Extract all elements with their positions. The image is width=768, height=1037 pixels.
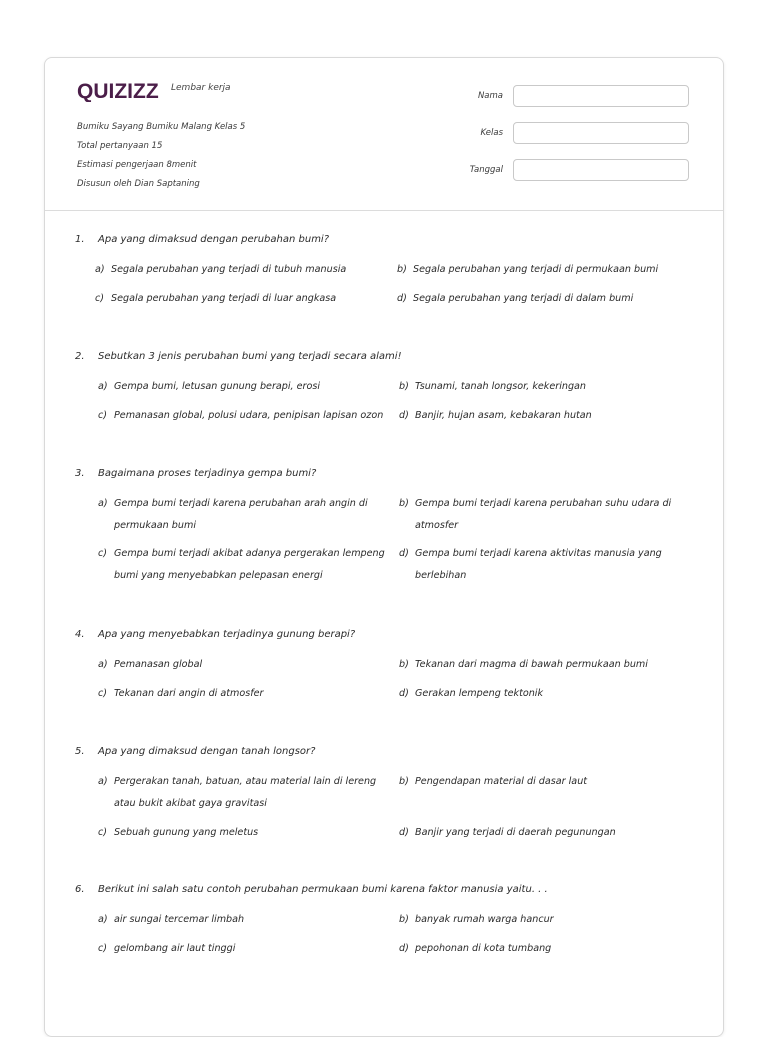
worksheet-label: Lembar kerja <box>171 83 231 93</box>
question-1 <box>75 234 695 319</box>
question-text: Apa yang menyebabkan terjadinya gunung berapi? <box>98 629 356 640</box>
option-a[interactable]: a) air sungai tercemar limbah <box>98 914 245 925</box>
option-d[interactable]: d) pepohonan di kota tumbang <box>399 943 552 954</box>
question-4 <box>75 629 695 714</box>
question-text: Bagaimana proses terjadinya gempa bumi? <box>98 468 317 479</box>
question-number: 3. <box>75 468 85 479</box>
date-label: Tanggal <box>469 165 503 175</box>
option-a[interactable]: a) Gempa bumi, letusan gunung berapi, erosi <box>98 381 320 392</box>
name-label: Nama <box>477 91 503 101</box>
worksheet-meta <box>77 118 245 194</box>
option-a[interactable]: a) Pemanasan global <box>98 659 203 670</box>
question-number: 6. <box>75 884 85 895</box>
option-b[interactable]: b) Pengendapan material di dasar laut <box>399 776 588 787</box>
question-3 <box>75 468 695 603</box>
question-number: 1. <box>75 234 85 245</box>
logo-text: QUIZIZZ <box>77 80 159 102</box>
quizizz-logo <box>77 80 165 102</box>
option-d[interactable]: d) Banjir, hujan asam, kebakaran hutan <box>399 410 592 421</box>
question-number: 4. <box>75 629 85 640</box>
name-field <box>443 85 689 107</box>
question-text: Berikut ini salah satu contoh perubahan permukaan bumi karena faktor manusia yaitu. . . <box>98 884 548 895</box>
option-d[interactable]: d) Banjir yang terjadi di daerah pegunungan <box>399 827 616 838</box>
option-c[interactable]: c) Gempa bumi terjadi akibat adanya pergerakan lempeng bumi yang menyebabkan pelepasan energi <box>98 548 385 581</box>
option-b[interactable]: b) Tekanan dari magma di bawah permukaan bumi <box>399 659 648 670</box>
option-d[interactable]: d) Gerakan lempeng tektonik <box>399 688 544 699</box>
worksheet <box>44 57 724 1037</box>
meta-author: Disusun oleh Dian Saptaning <box>77 179 200 189</box>
option-d[interactable]: d) Gempa bumi terjadi karena aktivitas manusia yang berlebihan <box>399 548 662 581</box>
option-b[interactable]: b) Gempa bumi terjadi karena perubahan suhu udara di atmosfer <box>399 498 672 531</box>
question-6 <box>75 884 695 969</box>
meta-total-questions: Total pertanyaan 15 <box>77 141 163 151</box>
option-b[interactable]: b) Segala perubahan yang terjadi di permukaan bumi <box>397 264 659 275</box>
question-5 <box>75 746 695 851</box>
option-d[interactable]: d) Segala perubahan yang terjadi di dalam bumi <box>397 293 634 304</box>
meta-title: Bumiku Sayang Bumiku Malang Kelas 5 <box>77 122 246 132</box>
date-input[interactable] <box>513 159 689 181</box>
class-input[interactable] <box>513 122 689 144</box>
class-field <box>443 122 689 144</box>
meta-estimate: Estimasi pengerjaan 8menit <box>77 160 197 170</box>
option-b[interactable]: b) banyak rumah warga hancur <box>399 914 554 925</box>
option-a[interactable]: a) Pergerakan tanah, batuan, atau material lain di lereng atau bukit akibat gaya gravitasi <box>98 776 377 809</box>
option-a[interactable]: a) Segala perubahan yang terjadi di tubuh manusia <box>95 264 347 275</box>
option-a[interactable]: a) Gempa bumi terjadi karena perubahan arah angin di permukaan bumi <box>98 498 368 531</box>
question-text: Apa yang dimaksud dengan perubahan bumi? <box>98 234 330 245</box>
option-c[interactable]: c) Segala perubahan yang terjadi di luar angkasa <box>95 293 337 304</box>
question-text: Sebutkan 3 jenis perubahan bumi yang terjadi secara alami! <box>98 351 402 362</box>
option-c[interactable]: c) Pemanasan global, polusi udara, penipisan lapisan ozon <box>98 410 384 421</box>
worksheet-header <box>45 58 723 211</box>
class-label: Kelas <box>480 128 503 138</box>
option-c[interactable]: c) Sebuah gunung yang meletus <box>98 827 259 838</box>
logo-row <box>77 80 231 102</box>
name-input[interactable] <box>513 85 689 107</box>
option-c[interactable]: c) gelombang air laut tinggi <box>98 943 236 954</box>
question-2 <box>75 351 695 436</box>
option-b[interactable]: b) Tsunami, tanah longsor, kekeringan <box>399 381 586 392</box>
question-number: 2. <box>75 351 85 362</box>
option-c[interactable]: c) Tekanan dari angin di atmosfer <box>98 688 264 699</box>
question-number: 5. <box>75 746 85 757</box>
date-field <box>443 159 689 181</box>
question-text: Apa yang dimaksud dengan tanah longsor? <box>98 746 316 757</box>
